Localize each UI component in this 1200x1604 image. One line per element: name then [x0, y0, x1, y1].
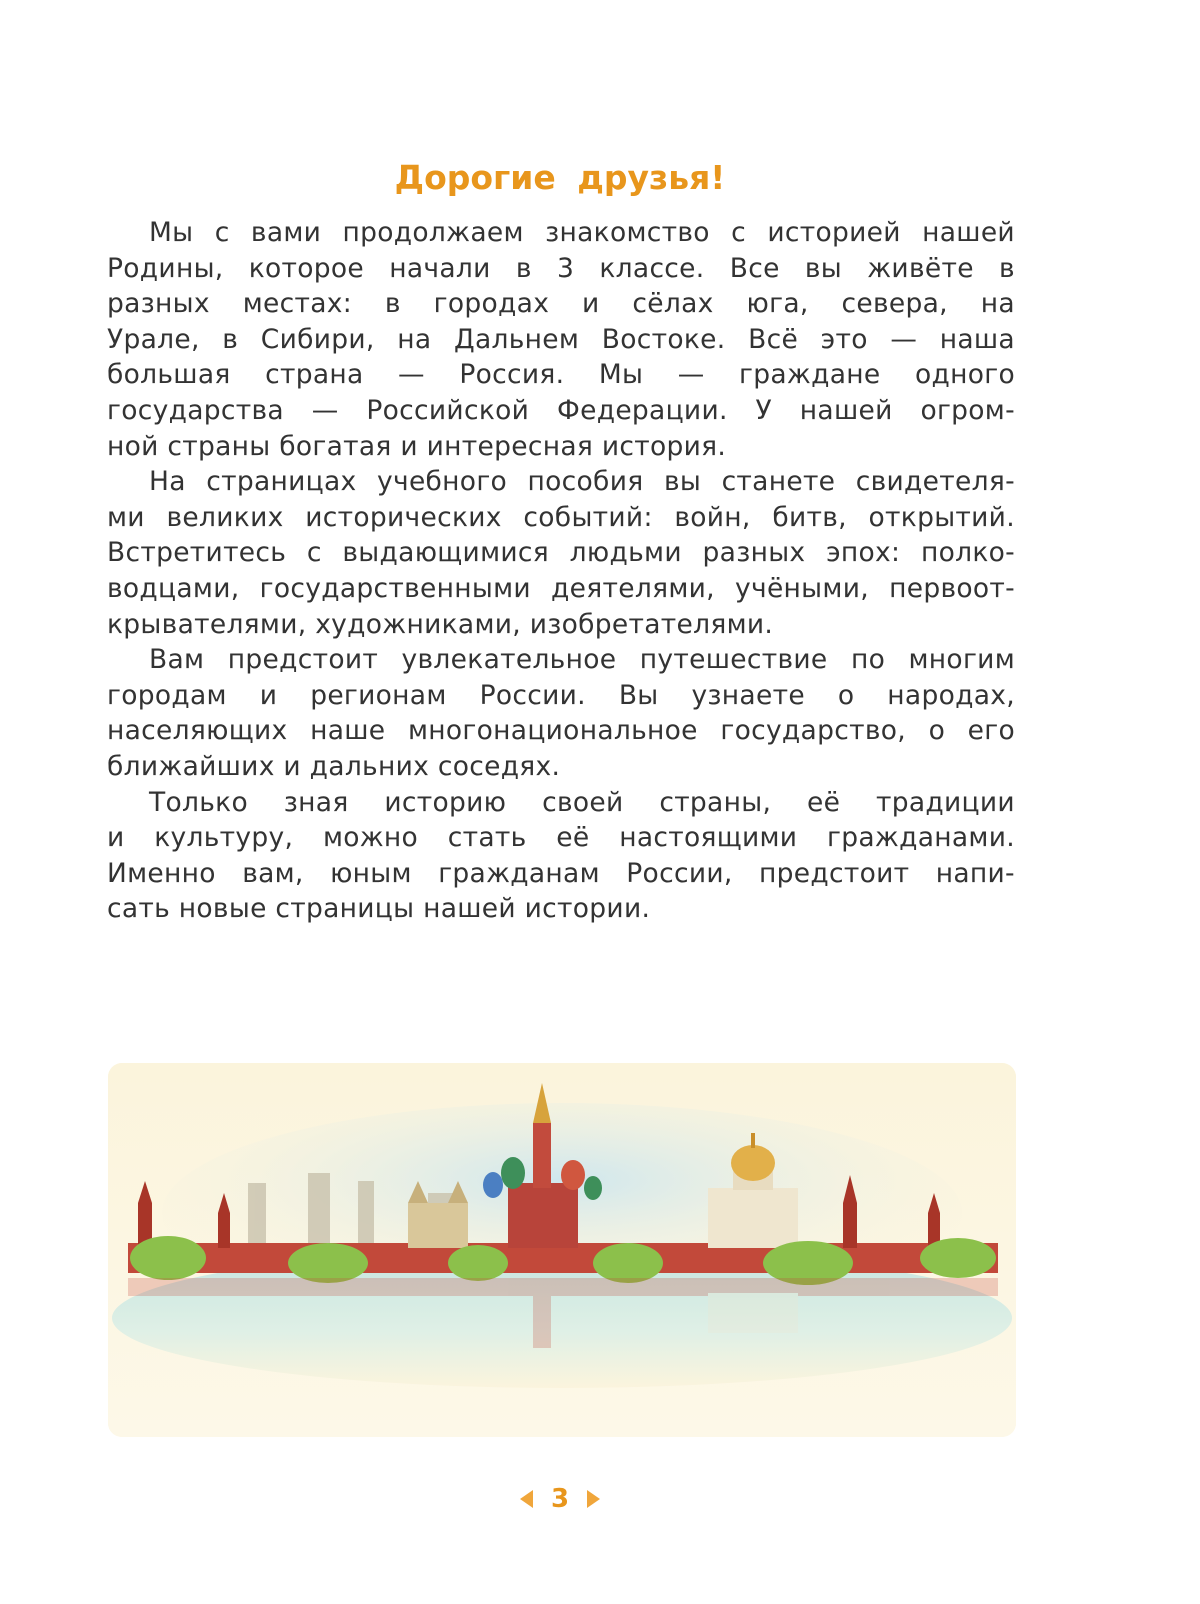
- text-line: крывателями, художниками, изобретателями.: [107, 608, 774, 640]
- text-line: государства — Российской Федерации. У нашей огром-: [107, 394, 1015, 426]
- body-text: [107, 215, 1015, 927]
- kremlin-watercolor-image: [108, 1063, 1016, 1437]
- prev-arrow-icon: [520, 1490, 533, 1508]
- text-line: Именно вам, юным гражданам России, предстоит напи-: [107, 857, 1015, 889]
- text-line: разных местах: в городах и сёлах юга, севера, на: [107, 288, 1015, 320]
- text-line: водцами, государственными деятелями, учёными, первоот-: [107, 572, 1015, 604]
- text-line: Урале, в Сибири, на Дальнем Востоке. Всё это — наша: [107, 323, 1015, 355]
- text-line: сать новые страницы нашей истории.: [107, 893, 651, 925]
- page-number-nav: [0, 1484, 1120, 1514]
- text-line: городам и регионам России. Вы узнаете о народах,: [107, 679, 1015, 711]
- text-line: На страницах учебного пособия вы станете свидетеля-: [149, 466, 1015, 498]
- text-line: Родины, которое начали в 3 классе. Все вы живёте в: [107, 252, 1015, 284]
- text-line: Вам предстоит увлекательное путешествие по многим: [149, 644, 1015, 676]
- text-line: ми великих исторических событий: войн, битв, открытий.: [107, 501, 1015, 533]
- text-line: Встретитесь с выдающимися людьми разных эпох: полко-: [107, 537, 1015, 569]
- text-line: Мы с вами продолжаем знакомство с историей нашей: [149, 217, 1015, 248]
- text-line: и культуру, можно стать её настоящими гражданами.: [107, 822, 1015, 854]
- page-number: 3: [550, 1484, 570, 1514]
- text-line: Только зная историю своей страны, её традиции: [149, 786, 1015, 818]
- text-line: большая страна — Россия. Мы — граждане одного: [107, 359, 1015, 391]
- moscow-kremlin-illustration: [108, 1063, 1016, 1437]
- page-heading: Дорогие друзья!: [394, 158, 726, 197]
- next-arrow-icon: [587, 1490, 600, 1508]
- text-line: ной страны богатая и интересная история.: [107, 430, 727, 462]
- text-line: населяющих наше многонациональное государство, о его: [107, 715, 1015, 747]
- text-line: ближайших и дальних соседях.: [107, 750, 561, 782]
